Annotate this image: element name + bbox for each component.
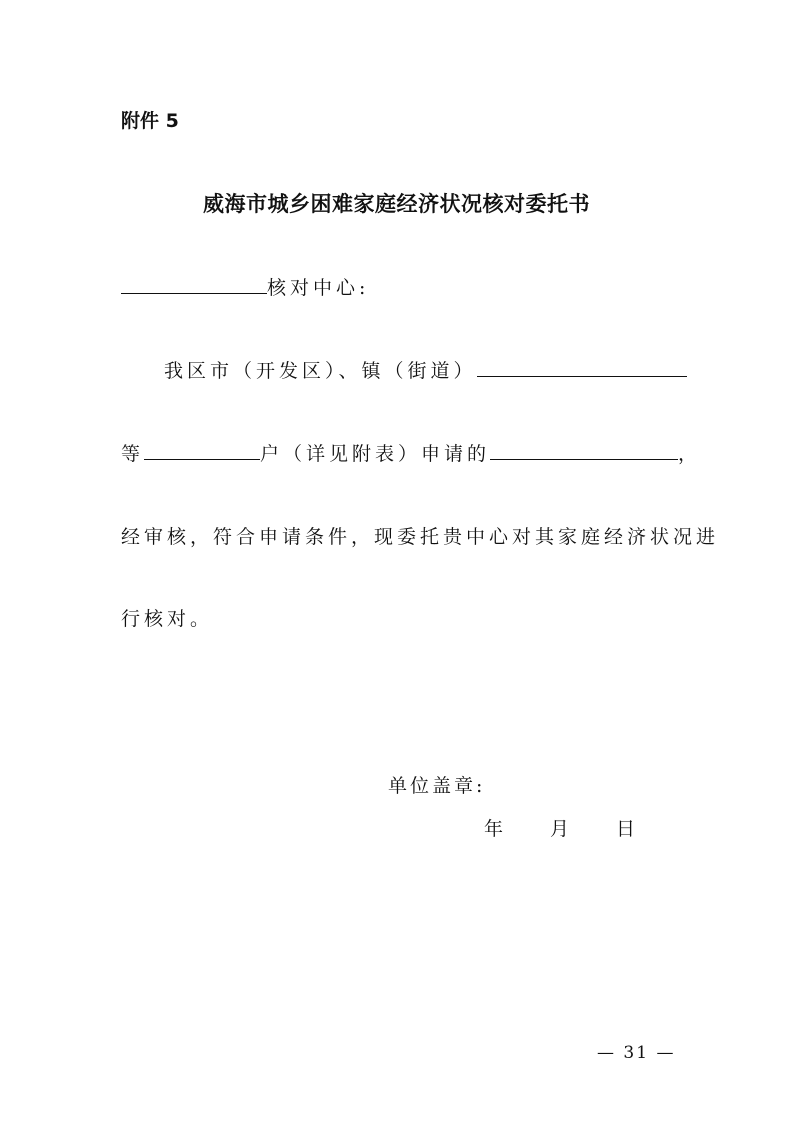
blank-household-count xyxy=(144,439,260,460)
day-label: 日 xyxy=(616,818,636,840)
year-label: 年 xyxy=(484,818,504,840)
household-prefix: 等 xyxy=(121,443,145,465)
addressee-line xyxy=(121,273,369,300)
blank-application-type xyxy=(490,439,678,460)
blank-center-name xyxy=(121,273,267,294)
review-line: 经审核，符合申请条件，现委托贵中心对其家庭经济状况进 xyxy=(121,526,720,548)
document-title: 威海市城乡困难家庭经济状况核对委托书 xyxy=(203,192,590,216)
district-line xyxy=(164,356,687,383)
verify-line: 行核对。 xyxy=(121,608,214,630)
seal-label: 单位盖章: xyxy=(388,775,486,797)
district-text: 我区市（开发区）、镇（街道） xyxy=(164,360,477,382)
household-line xyxy=(121,439,701,466)
addressee-suffix: 核对中心: xyxy=(267,277,370,299)
household-suffix: ， xyxy=(678,443,702,465)
page-number: — 31 — xyxy=(597,1043,676,1063)
month-label: 月 xyxy=(550,818,570,840)
household-middle: 户（详见附表）申请的 xyxy=(260,443,491,465)
attachment-label: 附件 5 xyxy=(121,110,179,132)
date-line xyxy=(484,814,635,841)
blank-district xyxy=(477,356,687,377)
